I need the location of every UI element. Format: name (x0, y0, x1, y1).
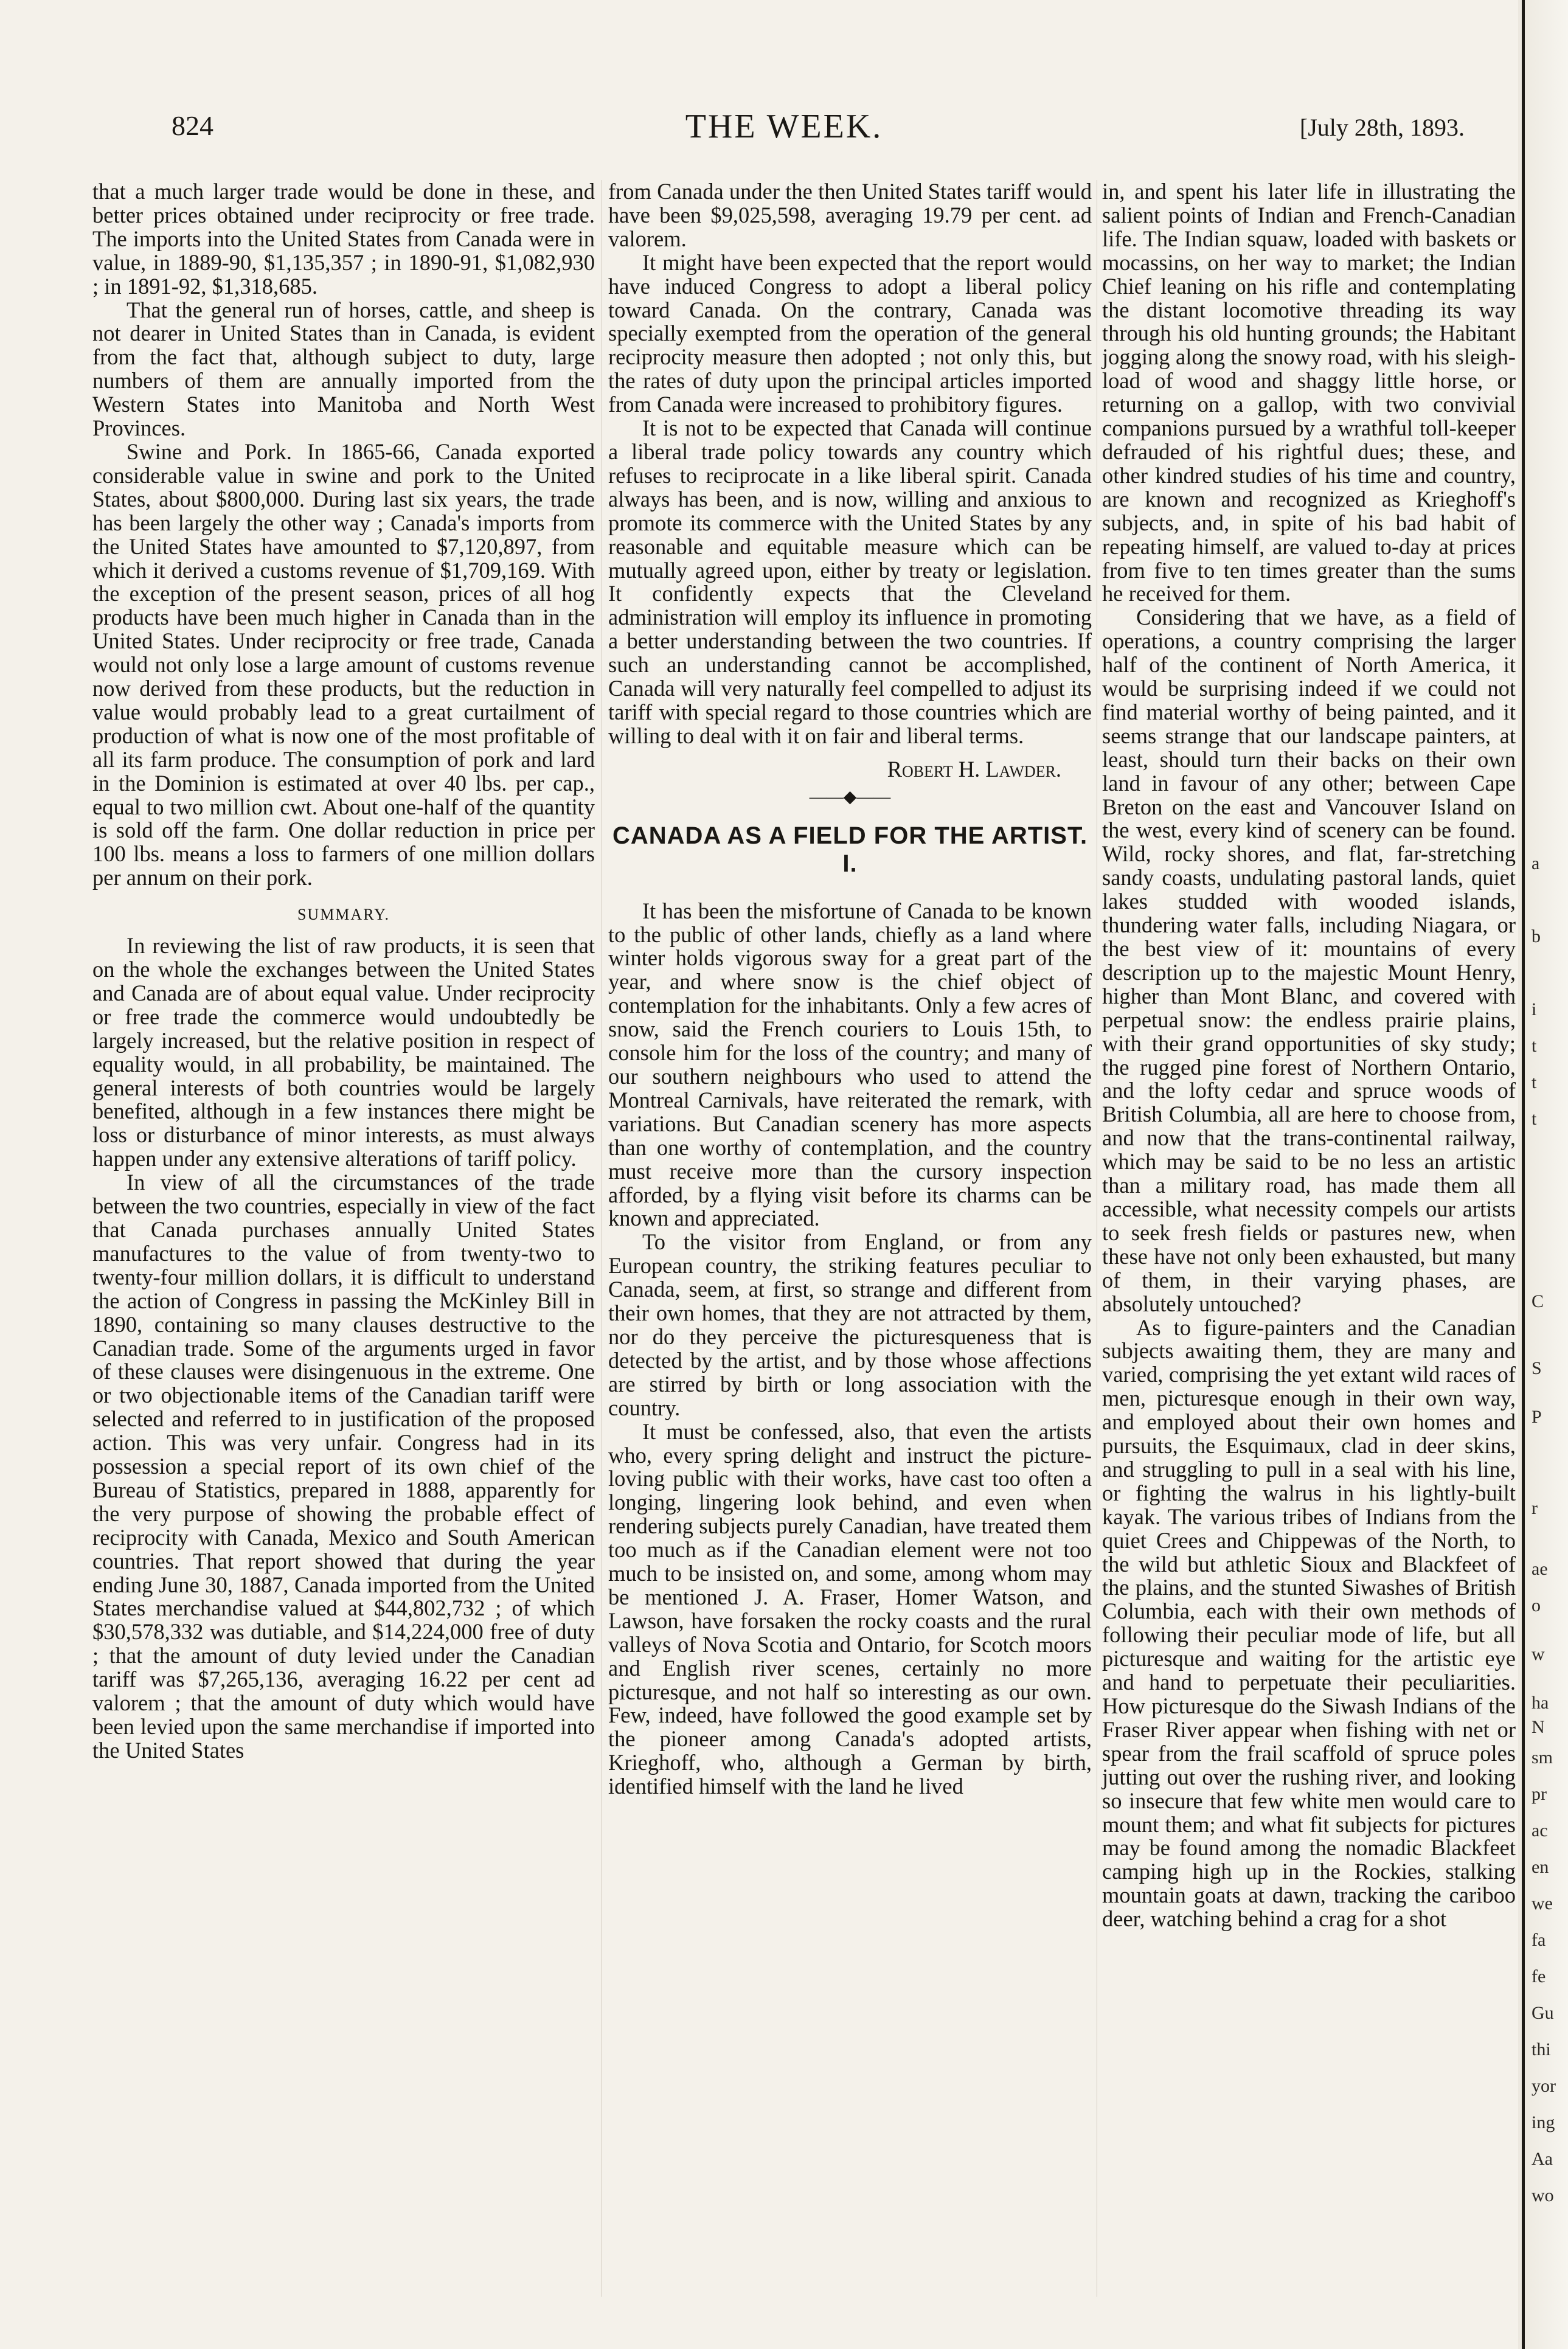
page-number: 824 (172, 110, 213, 141)
edge-fragment: ha (1532, 1693, 1549, 1713)
edge-fragment: en (1532, 1857, 1549, 1877)
edge-fragment: S (1532, 1358, 1542, 1378)
paragraph: It might have been expected that the report would have induced Congress to adopt a liberal policy toward Canada. On the contrary, Canada was specially exempted from the operation of the general reciprocity measure then adopted ; not only this, but the rates of duty upon the principal articles imported from Canada were increased to prohibitory figures. (608, 249, 1092, 417)
edge-fragment: pr (1532, 1784, 1547, 1804)
edge-fragment: fa (1532, 1930, 1546, 1950)
paragraph: As to figure-painters and the Canadian subjects awaiting them, they are many and varied, comprising the yet extant wild races of men, picturesque enough in their own way, and employed about their own homes and pursuits, the Esquimaux, clad in deer skins, and struggling to pull in a seal with his line, or fighting the walrus in his lightly-built kayak. The various tribes of Indians from the quiet Crees and Chippewas of the North, to the wild but athletic Sioux and Blackfeet of the plains, and the stunted Siwashes of British Columbia, each with their own methods of following their peculiar mode of life, but all picturesque and waiting for the artistic eye and hand to perpetuate their peculiarities. How picturesque do the Siwash Indians of the Fraser River appear when fishing with net or spear from the frail scaffold of spruce poles jutting out over the rushing river, and looking so insecure that few white men would care to mount them; and what fit subjects for pictures may be found among the nomadic Blackfeet camping high up in the Rockies, stalking mountain goats at dawn, tracking the cariboo deer, watching behind a crag for a shot (1102, 1314, 1516, 1932)
edge-fragment: Gu (1532, 2003, 1554, 2023)
edge-fragment: o (1532, 1595, 1541, 1615)
edge-fragment: ac (1532, 1820, 1548, 1841)
paragraph: in, and spent his later life in illustrating the salient points of Indian and French-Canadian life. The Indian squaw, loaded with baskets or mocassins, on her way to market; the Indian Chief leaning on his rifle and contemplating the distant locomotive threading its way through his old hunting grounds; the Habitant jogging along the snowy road, with his sleigh-load of wood and shaggy little horse, or returning on a gallop, with two convivial companions pursued by a wrathful toll-keeper defrauded of his rightful dues; these, and other kindred studies of his time and country, are known and recognized as Krieghoff's subjects, and, in spite of his bad habit of repeating himself, are valued to-day at prices from five to ten times greater than the sums he received for them. (1102, 179, 1516, 606)
section-heading: SUMMARY. (297, 906, 390, 924)
paragraph: Swine and Pork. In 1865-66, Canada exported considerable value in swine and pork to the United States, about $800,000. During last six years, the trade has been largely the other way ; Canada's imports from the United States have amounted to $7,120,897, from which it derived a customs revenue of $1,709,169. With the exception of the present season, prices of all hog products have been much higher in Canada than in the United States. Under reciprocity or free trade, Canada would not only lose a large amount of customs revenue now derived from these products, but the reduction in value would probably lead to a great curtailment of production of what is now one of the most profitable of all its farm produce. The consumption of pork and lard in the Dominion is estimated at over 40 lbs. per cap., equal to two million cwt. About one-half of the quantity is sold off the farm. One dollar reduction in price per 100 lbs. means a loss to farmers of one million dollars per annum on their pork. (92, 439, 595, 890)
edge-fragment: C (1532, 1291, 1544, 1311)
paragraph: In reviewing the list of raw products, it is seen that on the whole the exchanges between the United States and Canada are of about equal value. Under reciprocity or free trade the commerce would undoubtedly be largely increased, but the relative position in respect of equality would, in all probability, be maintained. The general interests of both countries would be largely benefited, although in a few instances there might be loss or disturbance of minor interests, as must always happen under any extensive alterations of tariff policy. (92, 933, 595, 1171)
edge-fragment: thi (1532, 2039, 1551, 2059)
edge-fragment: ae (1532, 1559, 1548, 1579)
edge-fragment: wo (1532, 2185, 1554, 2205)
edge-fragment: r (1532, 1498, 1538, 1518)
edge-fragment: sm (1532, 1747, 1553, 1768)
edge-fragment: P (1532, 1407, 1542, 1427)
paragraph: from Canada under the then United States tariff would have been $9,025,598, averaging 19.79 per cent. ad valorem. (608, 179, 1092, 251)
edge-fragment: we (1532, 1893, 1553, 1914)
paragraph: that a much larger trade would be done in these, and better prices obtained under reciprocity or free trade. The imports into the United States from Canada were in value, in 1889-90, $1,135,357 ; in 1890-91, $1,082,930 ; in 1891-92, $1,318,685. (92, 179, 595, 299)
edge-fragment: a (1532, 853, 1540, 873)
paragraph: It has been the misfortune of Canada to be known to the public of other lands, chiefly as a land where winter holds vigorous sway for a great part of the year, and where snow is the chief object of contemplation for the inhabitants. Only a few acres of snow, said the French couriers to Louis 15th, to console him for the loss of the country; and many of our southern neighbours who used to attend the Montreal Carnivals, have reiterated the remark, with variations. But Canadian scenery has more aspects than one worthy of contemplation, and the country must receive more than the cursory inspection afforded, by a flying visit before its charms can be known and appreciated. (608, 898, 1092, 1231)
edge-fragment: yor (1532, 2076, 1556, 2096)
edge-fragment: w (1532, 1644, 1545, 1664)
column-left (92, 180, 595, 1763)
paragraph: To the visitor from England, or from any European country, the striking features peculiar to Canada, seem, at first, so strange and different from their own homes, that they are not attracted by them, nor do they perceive the picturesqueness that is detected by the artist, and by those whose affections are stirred by birth or long association with the country. (608, 1229, 1092, 1420)
adjacent-page-edge (1518, 0, 1568, 2349)
edge-fragment: Aa (1532, 2149, 1553, 2169)
paragraph: Considering that we have, as a field of operations, a country comprising the larger half of the continent of North America, it would be surprising indeed if we could not find material worthy of being painted, and it seems strange that our landscape painters, at least, should turn their backs on their own land in favour of any other; between Cape Breton on the east and Vancouver Island on the west, every kind of scenery can be found. Wild, rocky shores, and flat, far-stretching sandy coasts, undulating pastoral lands, quiet lakes studded with wooded islands, thundering water falls, including Niagara, or the best view of it: mountains of every description up to the majestic Mount Henry, higher than Mont Blanc, and covered with perpetual snow: the endless prairie plains, with their grand opportunities of sky study; the rugged pine forest of Northern Ontario, and the lofty cedar and spruce woods of British Columbia, all are here to choose from, and now that the trans-continental railway, which may be said to be no less an artistic than a military road, has made them all accessible, what necessity compels our artists to seek fresh fields or pastures new, when these have not only been exhausted, but many of them, in their varying phases, are absolutely untouched? (1102, 605, 1516, 1316)
paragraph: It is not to be expected that Canada will continue a liberal trade policy towards any country which refuses to reciprocate in a like liberal spirit. Canada always has been, and is now, willing and anxious to promote its commerce with the United States by any reasonable and equitable measure which can be mutually agreed upon, either by treaty or legislation. It confidently expects that the Cleveland administration will employ its influence in promoting a better understanding between the two countries. If such an understanding cannot be accomplished, Canada will very naturally feel compelled to adjust its tariff with special regard to those countries which are willing to deal with it on fair and liberal terms. (608, 415, 1092, 748)
paragraph: In view of all the circumstances of the trade between the two countries, especially in view of the fact that Canada purchases annually United States manufactures to the value of from twenty-two to twenty-four million dollars, it is difficult to understand the action of Congress in passing the McKinley Bill in 1890, containing so many clauses destructive to the Canadian trade. Some of the arguments urged in favor of these clauses were disingenuous in the extreme. One or two objectionable items of the Canadian tariff were selected and referred to in justification of the proposed action. This was very unfair. Congress had in its possession a special report of its own chief of the Bureau of Statistics, prepared in 1888, apparently for the very purpose of showing the probable effect of reciprocity with Canada, Mexico and South American countries. That report showed that during the year ending June 30, 1887, Canada imported from the United States merchandise valued at $44,802,732 ; of which $30,578,332 was dutiable, and $14,224,000 free of duty ; that the amount of duty levied under the Canadian tariff was $7,265,136, averaging 16.22 per cent ad valorem ; that the amount of duty which would have been levied upon the same merchandise if imported into the United States (92, 1170, 595, 1763)
edge-fragment: N (1532, 1717, 1545, 1737)
edge-fragment: b (1532, 926, 1541, 946)
binding-shadow (1522, 0, 1525, 2349)
paragraph: It must be confessed, also, that even the artists who, every spring delight and instruct the picture-loving public with their works, have cast too often a longing, lingering look behind, and even when rendering subjects purely Canadian, have treated them too much as if the Canadian element were not too much to be insisted on, and some, among whom may be mentioned J. A. Fraser, Homer Watson, and Lawson, have forsaken the rocky coasts and the rural valleys of Nova Scotia and Ontario, for Scotch moors and English river scenes, certainly no more picturesque, and not half so interesting as our own. Few, indeed, have followed the good example set by the pioneer among Canada's adopted artists, Krieghoff, who, although a German by birth, identified himself with the land he lived (608, 1418, 1092, 1799)
column-right (1102, 180, 1516, 1931)
author-signature: Robert H. Lawder. (887, 756, 1061, 782)
ornamental-divider: ——◆—— (809, 787, 891, 807)
column-middle (608, 180, 1092, 1799)
edge-fragment: t (1532, 1036, 1537, 1056)
edge-fragment: ing (1532, 2112, 1555, 2132)
issue-date: [July 28th, 1893. (1299, 114, 1465, 141)
edge-fragment: i (1532, 999, 1537, 1019)
paragraph: That the general run of horses, cattle, and sheep is not dearer in United States than in Canada, is evident from the fact that, although subject to duty, large numbers of them are annually imported from the Western States into Manitoba and North West Provinces. (92, 297, 595, 441)
edge-fragment: fe (1532, 1966, 1546, 1986)
edge-fragment: t (1532, 1072, 1537, 1092)
article-title: CANADA AS A FIELD FOR THE ARTIST. I. (612, 822, 1088, 877)
edge-fragment: t (1532, 1109, 1537, 1129)
masthead-title: THE WEEK. (685, 108, 883, 145)
